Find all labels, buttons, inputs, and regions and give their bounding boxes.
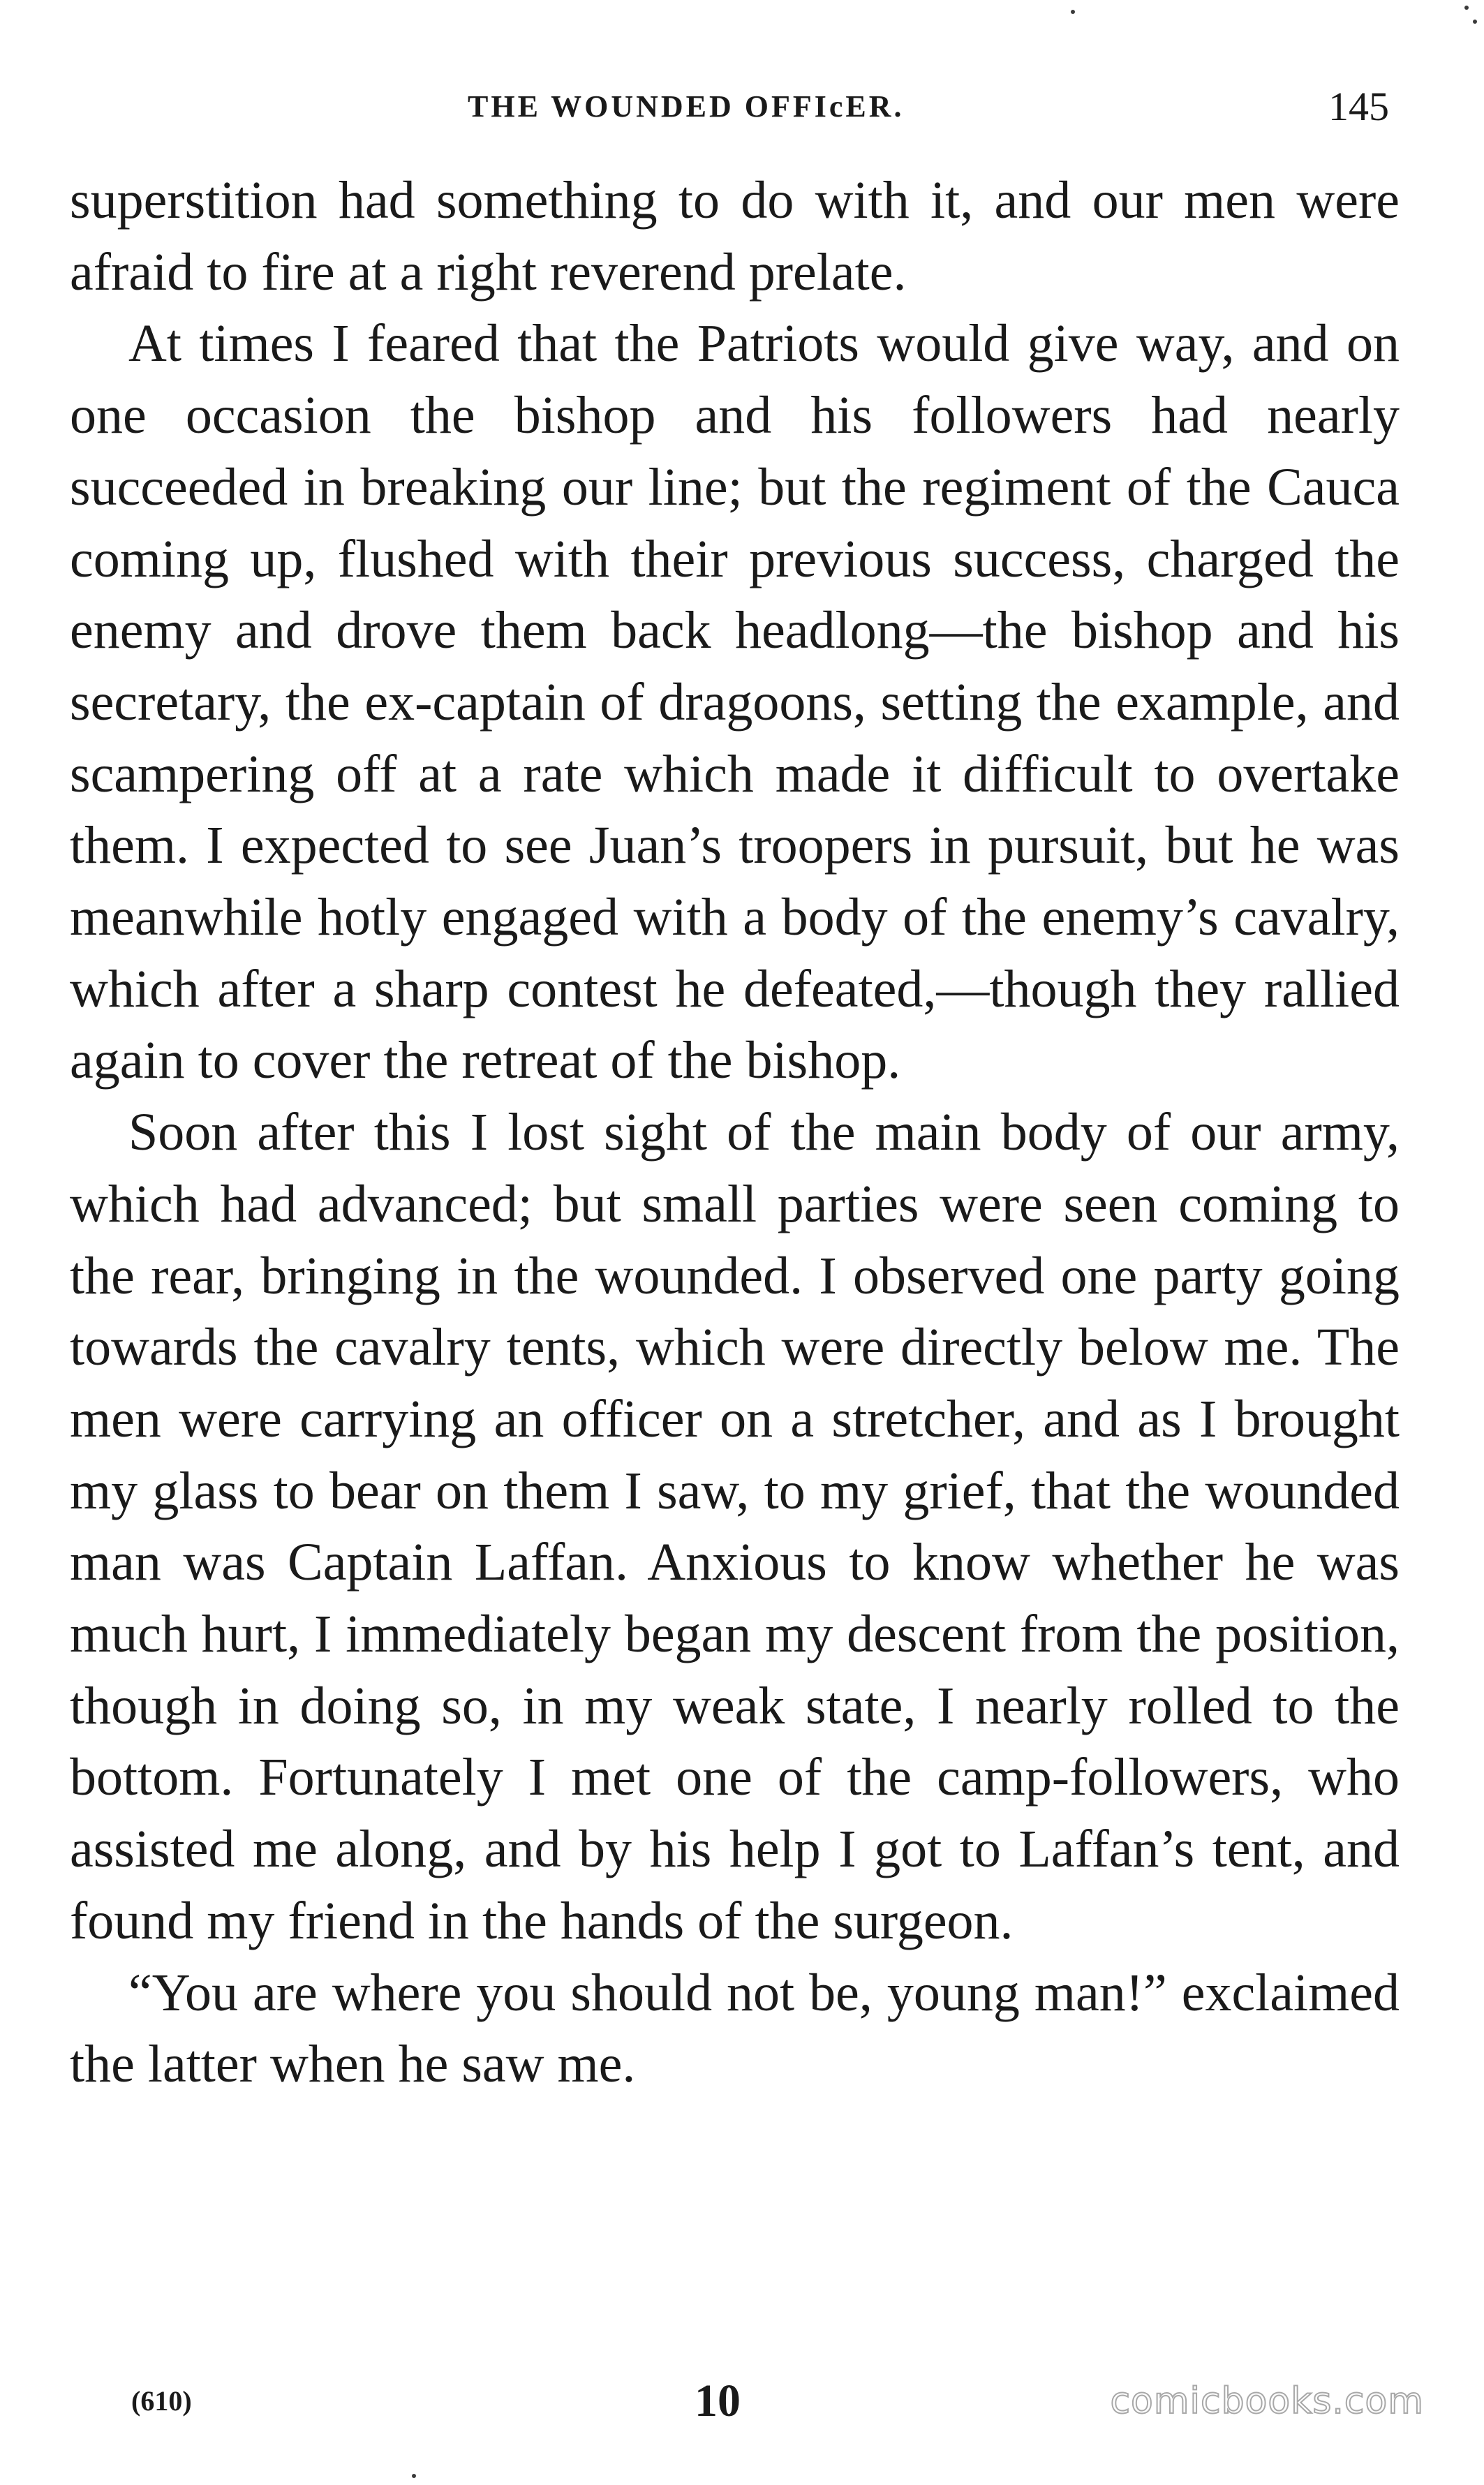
paragraph-continuation: superstition had something to do with it, and our men were afraid to fire at a right reverend prelate. bbox=[70, 171, 1400, 302]
paragraph-dialogue: “You are where you should not be, young man!” exclaimed the latter when he saw me. bbox=[70, 1963, 1400, 2094]
print-speck bbox=[1473, 20, 1477, 24]
running-title: THE WOUNDED OFFIcER. bbox=[468, 89, 905, 124]
page-number: 145 bbox=[1328, 84, 1389, 129]
printer-signature: (610) bbox=[131, 2385, 192, 2417]
print-speck bbox=[412, 2474, 416, 2478]
print-speck bbox=[1071, 10, 1075, 14]
running-head bbox=[70, 75, 1410, 138]
sheet-number: 10 bbox=[695, 2375, 741, 2426]
paragraph-battle: At times I feared that the Patriots would give way, and on one occasion the bishop and his followers had nearly succeeded in breaking our line; but the regiment of the Cauca coming up, flushed with their previous success, charged the enemy and drove them back headlong—the bishop and his secretary, the ex-captain of dragoons, setting the example, and scampering off at a rate which made it difficult to overtake them. I expected to see Juan’s troopers in pursuit, but he was meanwhile hotly engaged with a body of the enemy’s cavalry, which after a sharp contest he defeated,—though they rallied again to cover the retreat of the bishop. bbox=[70, 314, 1400, 1090]
page-footer bbox=[70, 2373, 1438, 2450]
watermark: comicbooks.com bbox=[1110, 2380, 1424, 2422]
body-text bbox=[70, 165, 1400, 2100]
paragraph-wounded: Soon after this I lost sight of the main body of our army, which had advanced; but small parties were seen coming to the rear, bringing in the wounded. I observed one party going towards the cavalry tents, which were directly below me. The men were carrying an officer on a stretcher, and as I brought my glass to bear on them I saw, to my grief, that the wounded man was Captain Laffan. Anxious to know whether he was much hurt, I immediately began my descent from the position, though in doing so, in my weak state, I nearly rolled to the bottom. Fortunately I met one of the camp-followers, who assisted me along, and by his help I got to Laffan’s tent, and found my friend in the hands of the surgeon. bbox=[70, 1103, 1400, 1950]
print-speck bbox=[1464, 6, 1469, 10]
